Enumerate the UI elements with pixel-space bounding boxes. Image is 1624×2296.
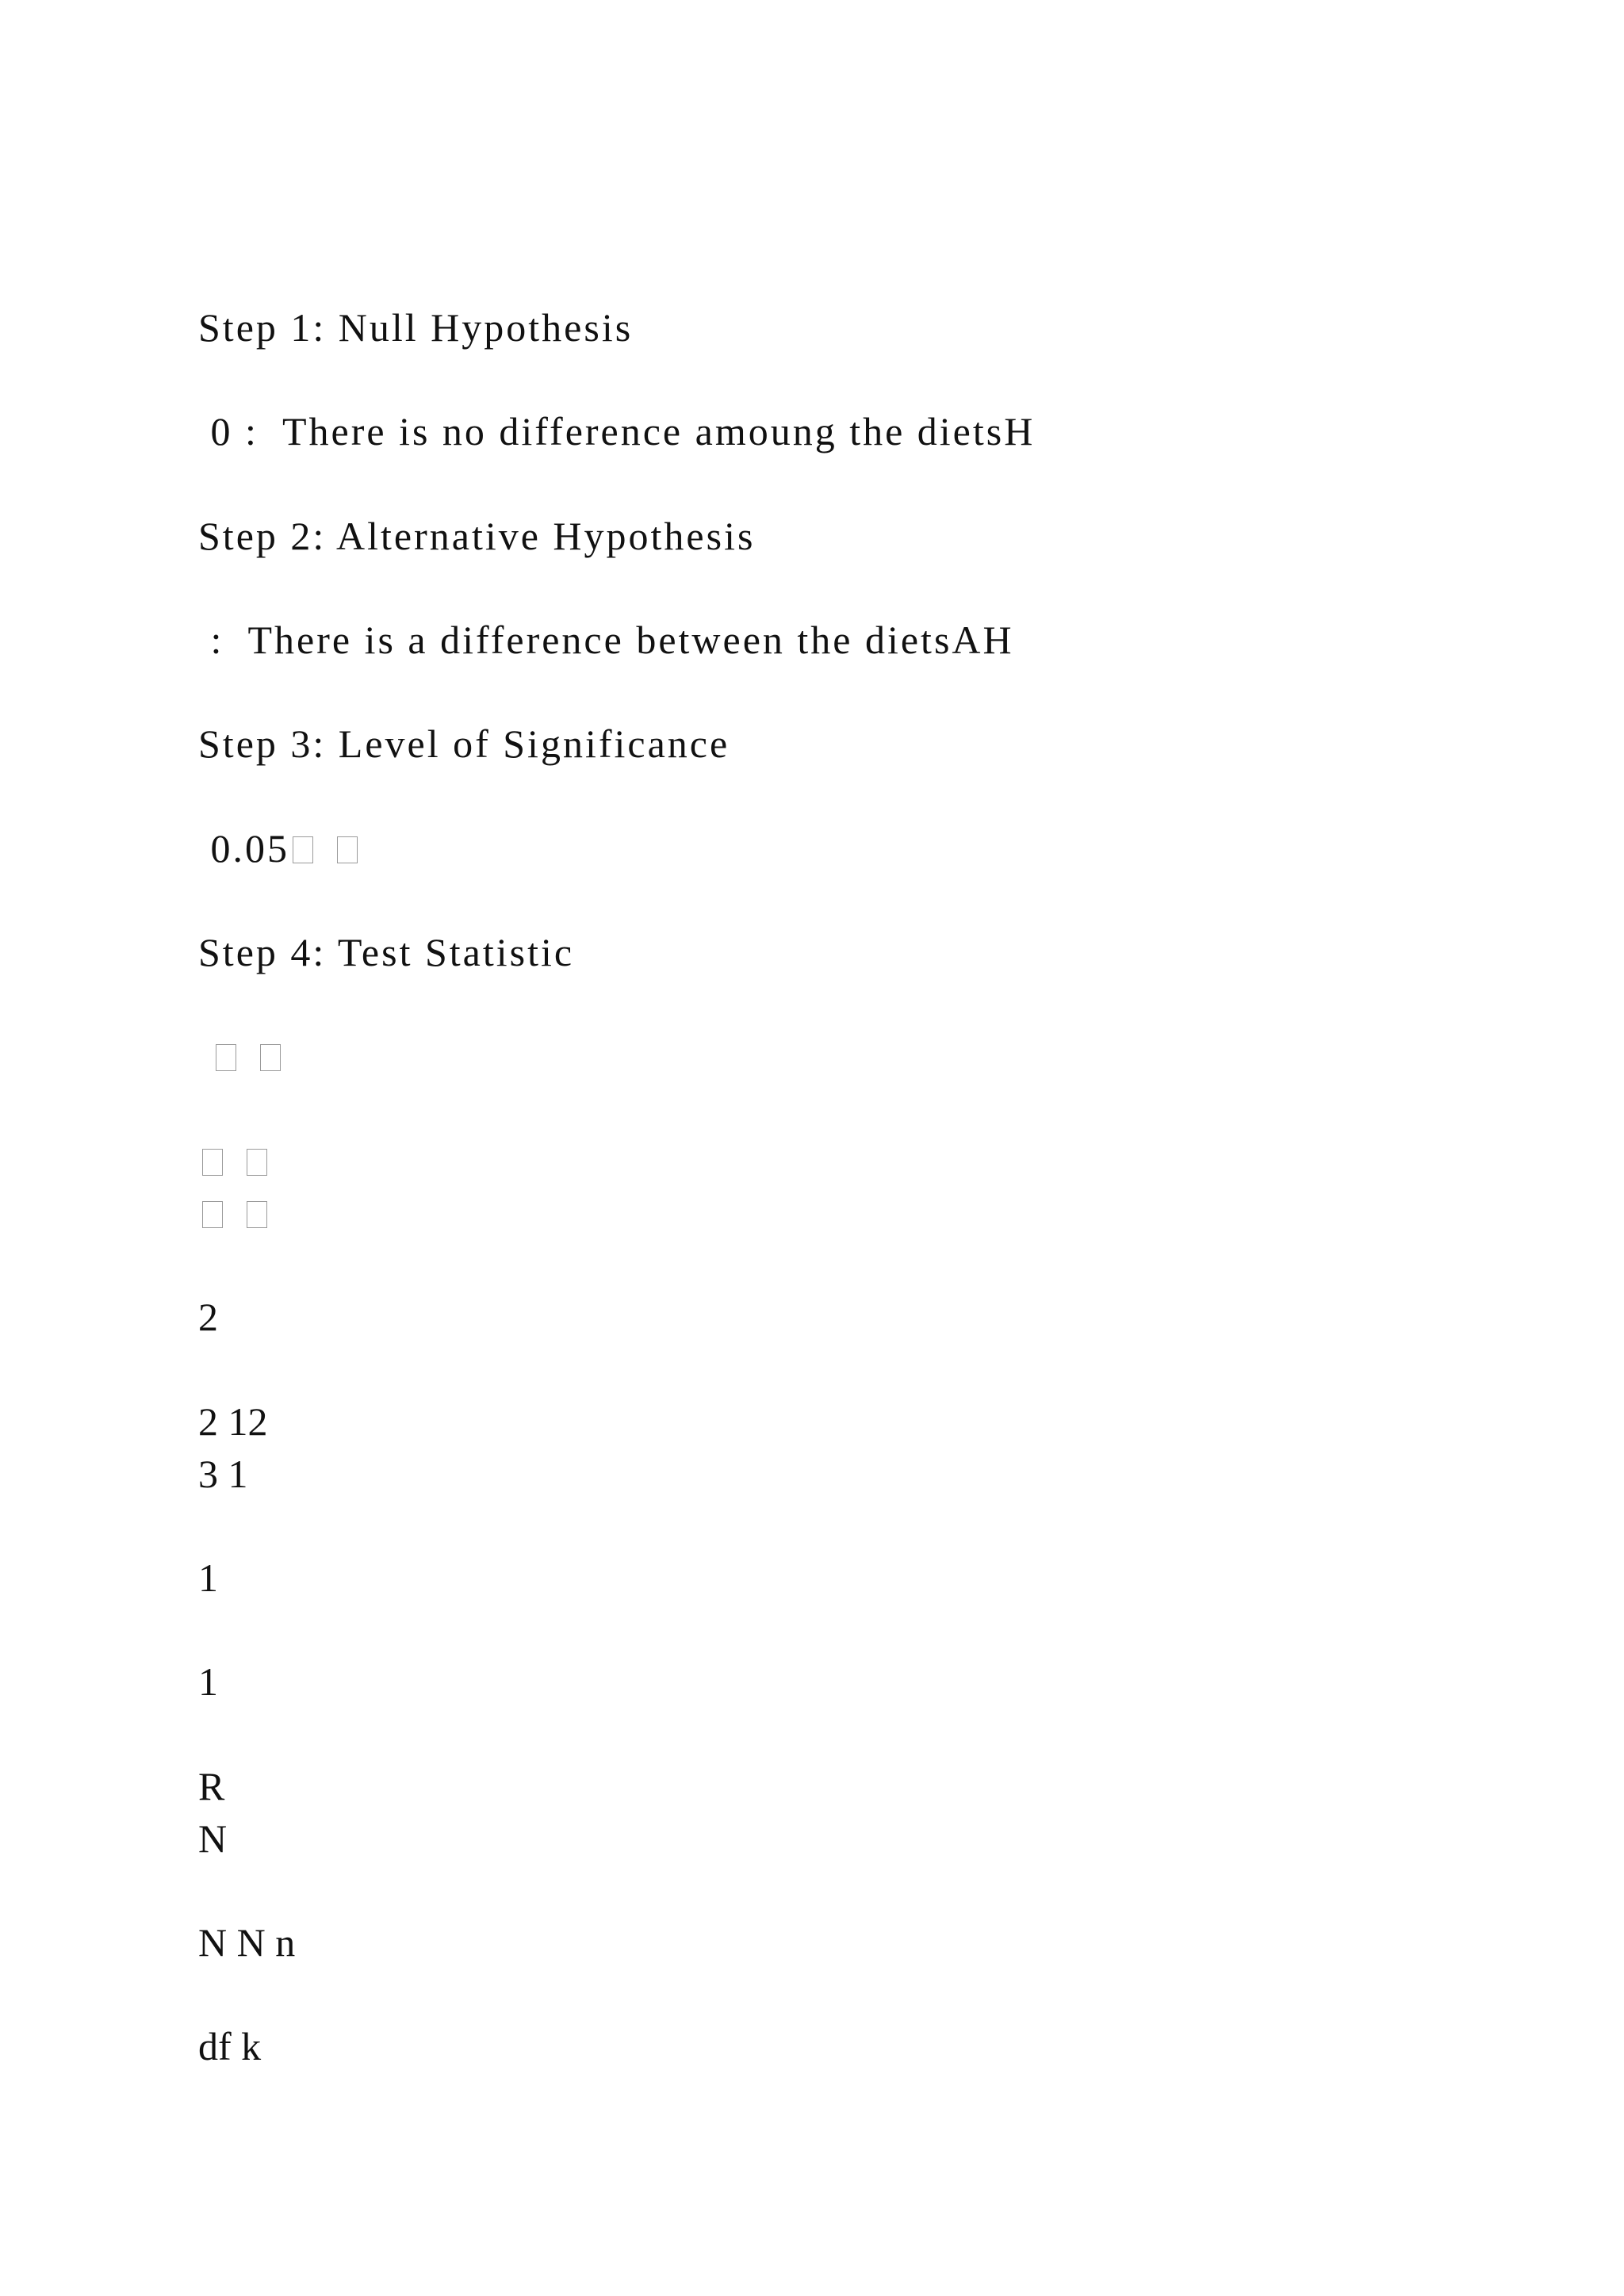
step2-heading: Step 2: Alternative Hypothesis — [198, 514, 756, 558]
formula-fragment: N — [198, 1816, 228, 1861]
missing-glyph-icon — [202, 1201, 223, 1228]
missing-glyph-icon — [202, 1149, 223, 1176]
formula-fragment: 1 — [198, 1659, 218, 1704]
missing-glyph-row — [202, 1189, 267, 1237]
step3-heading: Step 3: Level of Significance — [198, 721, 730, 766]
formula-fragment: 2 — [198, 1295, 218, 1339]
missing-glyph-row — [202, 1137, 267, 1184]
missing-glyph-icon — [216, 1044, 236, 1071]
missing-glyph-icon — [260, 1044, 281, 1071]
alpha-value: 0.05 — [198, 826, 289, 871]
missing-glyph-icon — [293, 836, 313, 863]
null-hypothesis-text: 0 : There is no difference amoung the dietsH — [198, 409, 1036, 453]
alpha-row — [198, 825, 358, 872]
missing-glyph-icon — [247, 1201, 267, 1228]
missing-glyph-icon — [337, 836, 358, 863]
formula-fragment: R — [198, 1764, 225, 1808]
step1-heading: Step 1: Null Hypothesis — [198, 305, 634, 350]
formula-fragment: N N n — [198, 1920, 296, 1965]
formula-fragment: df k — [198, 2024, 262, 2068]
formula-fragment: 3 1 — [198, 1452, 248, 1496]
missing-glyph-icon — [247, 1149, 267, 1176]
alternative-hypothesis-text: : There is a difference between the dietsAH — [198, 618, 1014, 662]
formula-fragment: 1 — [198, 1556, 218, 1600]
missing-glyph-row — [216, 1032, 281, 1080]
step4-heading: Step 4: Test Statistic — [198, 930, 575, 974]
formula-fragment: 2 12 — [198, 1399, 268, 1444]
